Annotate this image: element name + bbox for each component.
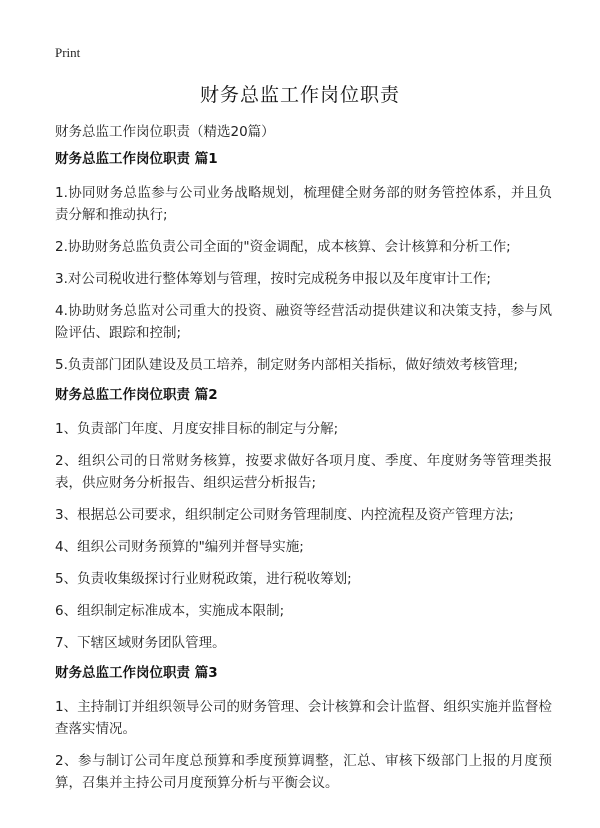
list-item: 1.协同财务总监参与公司业务战略规划，梳理健全财务部的财务管控体系，并且负责分解和推动执行; [55,185,552,223]
page-title: 财务总监工作岗位职责 [199,84,400,106]
document-subtitle: 财务总监工作岗位职责（精选20篇） [55,124,275,140]
list-item: 5.负责部门团队建设及员工培养，制定财务内部相关指标，做好绩效考核管理; [55,357,518,373]
list-item: 4.协助财务总监对公司重大的投资、融资等经营活动提供建议和决策支持，参与风险评估、跟踪和控制; [55,303,552,341]
list-item: 1、负责部门年度、月度安排目标的制定与分解; [55,421,339,437]
list-item: 4、组织公司财务预算的"编列并督导实施; [55,539,304,555]
print-label: Print [55,45,81,60]
section-heading-2: 财务总监工作岗位职责 篇2 [55,387,218,403]
list-item: 2、组织公司的日常财务核算，按要求做好各项月度、季度、年度财务等管理类报表，供应财务分析报告、组织运营分析报告; [55,453,552,491]
list-item: 6、组织制定标准成本，实施成本限制; [55,603,285,619]
list-item: 1、主持制订并组织领导公司的财务管理、会计核算和会计监督、组织实施并监督检查落实情况。 [55,699,552,737]
section-heading-3: 财务总监工作岗位职责 篇3 [55,665,218,681]
document-body [55,150,552,804]
list-item: 3、根据总公司要求，组织制定公司财务管理制度、内控流程及资产管理方法; [55,507,514,523]
list-item: 5、负责收集级探讨行业财税政策，进行税收筹划; [55,571,352,587]
list-item: 7、下辖区域财务团队管理。 [55,635,226,651]
list-item: 3.对公司税收进行整体筹划与管理，按时完成税务申报以及年度审计工作; [55,271,491,287]
list-item: 2.协助财务总监负责公司全面的"资金调配，成本核算、会计核算和分析工作; [55,239,511,255]
list-item: 2、参与制订公司年度总预算和季度预算调整，汇总、审核下级部门上报的月度预算，召集并主持公司月度预算分析与平衡会议。 [55,753,552,791]
section-heading-1: 财务总监工作岗位职责 篇1 [55,151,218,167]
